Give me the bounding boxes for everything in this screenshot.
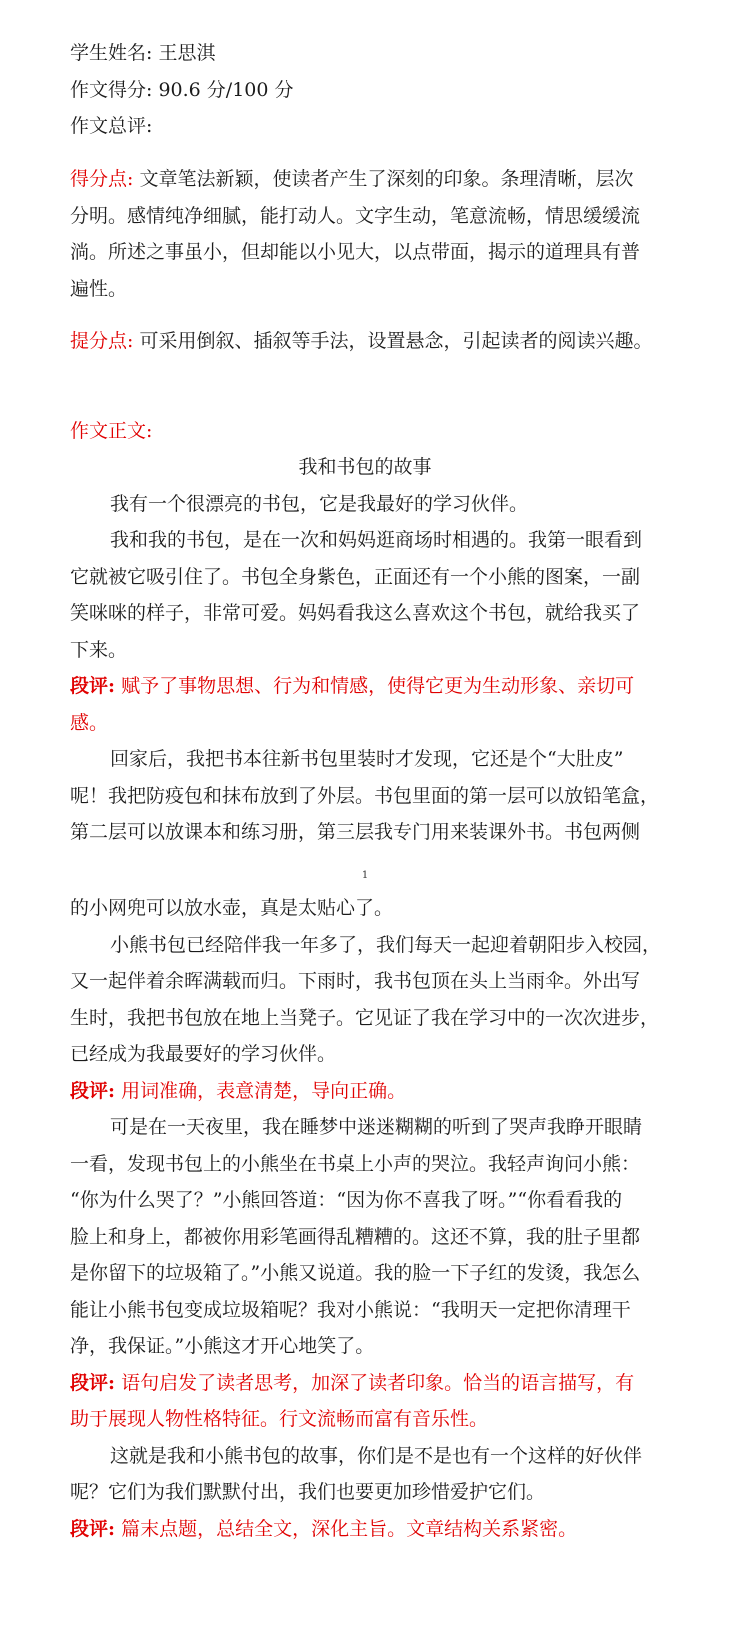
comment-1-line-1 [70,671,634,701]
score-row [70,75,294,105]
scoring-points-line-4: 遍性。 [70,278,128,300]
essay-paragraph-5-line-7: 净，我保证。”小熊这才开心地笑了。 [70,1335,375,1357]
essay-paragraph-3-line-4: 的小网兜可以放水壶，真是太贴心了。 [70,897,394,919]
essay-paragraph-5-line-5: 是你留下的垃圾箱了。”小熊又说道。我的脸一下子红的发烫，我怎么 [70,1262,641,1284]
student-name-label: 学生姓名: [70,42,153,64]
comment-2-label: 段评: [70,1080,116,1102]
essay-paragraph-5-line-6: 能让小熊书包变成垃圾箱呢？我对小熊说：“我明天一定把你清理干 [70,1299,631,1321]
comment-3-text: 语句启发了读者思考，加深了读者印象。恰当的语言描写，有 [121,1372,635,1394]
page-number: 1 [361,870,369,881]
comment-4-text: 篇末点题，总结全文，深化主旨。文章结构关系紧密。 [121,1518,578,1540]
essay-body-label: 作文正文: [70,420,153,442]
scoring-points-text: 文章笔法新颖，使读者产生了深刻的印象。条理清晰，层次 [139,168,634,190]
comment-4-label: 段评: [70,1518,116,1540]
scoring-points-line-1 [70,164,633,194]
comment-3-line-2: 助于展现人物性格特征。行文流畅而富有音乐性。 [70,1408,489,1430]
improvement-points-label: 提分点: [70,330,134,352]
essay-paragraph-5-line-4: 脸上和身上，都被你用彩笔画得乱糟糟的。这还不算，我的肚子里都 [70,1226,641,1248]
score-value: 90.6 分/100 分 [158,79,294,101]
essay-paragraph-5-line-1: 可是在一天夜里，我在睡梦中迷迷糊糊的听到了哭声我睁开眼睛 [110,1116,643,1138]
essay-paragraph-5-line-3: “你为什么哭了？”小熊回答道：“因为你不喜我了呀。”“你看看我的 [70,1189,623,1211]
comment-1-label: 段评: [70,675,116,697]
comment-3-label: 段评: [70,1372,116,1394]
essay-paragraph-2-line-1: 我和我的书包，是在一次和妈妈逛商场时相遇的。我第一眼看到 [110,529,643,551]
essay-paragraph-3-line-3: 第二层可以放课本和练习册，第三层我专门用来装课外书。书包两侧 [70,821,641,843]
essay-paragraph-6-line-1: 这就是我和小熊书包的故事，你们是不是也有一个这样的好伙伴 [110,1445,643,1467]
essay-paragraph-4-line-4: 已经成为我最要好的学习伙伴。 [70,1043,337,1065]
essay-paragraph-6-line-2: 呢？它们为我们默默付出，我们也要更加珍惜爱护它们。 [70,1481,546,1503]
scoring-points-line-3: 淌。所述之事虽小，但却能以小见大，以点带面，揭示的道理具有普 [70,241,641,263]
essay-paragraph-2-line-4: 下来。 [70,639,128,661]
comment-3-line-1 [70,1368,634,1398]
score-label: 作文得分: [70,79,153,101]
improvement-points-line [70,326,652,356]
essay-title: 我和书包的故事 [298,456,432,478]
essay-paragraph-2-line-2: 它就被它吸引住了。书包全身紫色，正面还有一个小熊的图案，一副 [70,566,641,588]
improvement-points-text: 可采用倒叙、插叙等手法，设置悬念，引起读者的阅读兴趣。 [139,330,653,352]
essay-paragraph-2-line-3: 笑咪咪的样子，非常可爱。妈妈看我这么喜欢这个书包，就给我买了 [70,602,641,624]
essay-paragraph-5-line-2: 一看，发现书包上的小熊坐在书桌上小声的哭泣。我轻声询问小熊： [70,1153,641,1175]
essay-paragraph-3-line-2: 呢！我把防疫包和抹布放到了外层。书包里面的第一层可以放铅笔盒， [70,785,660,807]
comment-2-text: 用词准确，表意清楚，导向正确。 [121,1080,407,1102]
student-name-row [70,38,215,68]
essay-paragraph-4-line-2: 又一起伴着余晖满载而归。下雨时，我书包顶在头上当雨伞。外出写 [70,970,641,992]
comment-4-line-1 [70,1514,577,1544]
scoring-points-line-2: 分明。感情纯净细腻，能打动人。文字生动，笔意流畅，情思缓缓流 [70,205,641,227]
essay-paragraph-4-line-3: 生时，我把书包放在地上当凳子。它见证了我在学习中的一次次进步， [70,1007,660,1029]
essay-paragraph-3-line-1: 回家后，我把书本往新书包里装时才发现，它还是个“大肚皮” [110,748,624,770]
overall-review-label: 作文总评: [70,115,153,137]
essay-paragraph-1-line-1: 我有一个很漂亮的书包，它是我最好的学习伙伴。 [110,493,529,515]
scoring-points-label: 得分点: [70,168,134,190]
comment-1-line-2: 感。 [70,712,109,734]
student-name-value: 王思淇 [158,42,216,64]
comment-1-text: 赋予了事物思想、行为和情感，使得它更为生动形象、亲切可 [121,675,635,697]
comment-2-line-1 [70,1076,406,1106]
essay-paragraph-4-line-1: 小熊书包已经陪伴我一年多了，我们每天一起迎着朝阳步入校园， [110,934,662,956]
